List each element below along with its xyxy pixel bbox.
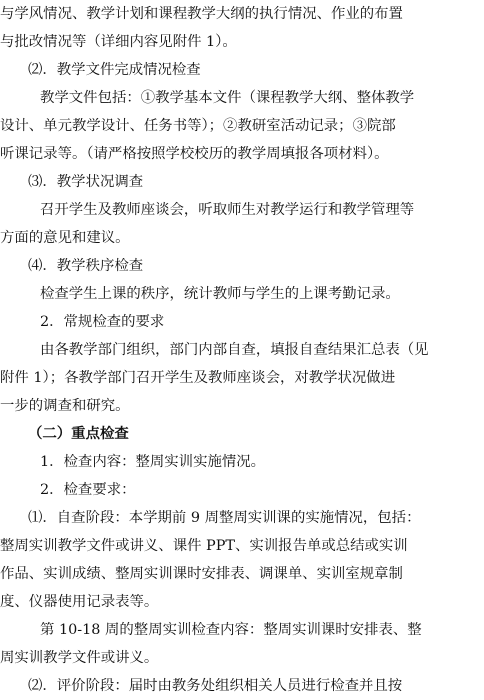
section-heading: （二）重点检查 [28, 426, 129, 442]
text-line: 听课记录等。（请严格按照学校校历的教学周填报各项材料）。 [0, 146, 389, 162]
text-line: 度、仪器使用记录表等。 [0, 594, 159, 610]
text-line: 方面的意见和建议。 [0, 230, 130, 246]
paragraph-start: 教学文件包括：①教学基本文件（课程教学大纲、整体教学 [40, 90, 415, 106]
paragraph-start: ⑵．评价阶段：届时由教务处组织相关人员进行检查并且按 [28, 678, 403, 694]
paragraph-start: 第 10-18 周的整周实训检查内容：整周实训课时安排表、整 [40, 622, 422, 638]
paragraph-start: 召开学生及教师座谈会，听取师生对教学运行和教学管理等 [40, 202, 415, 218]
paragraph-start: 由各教学部门组织，部门内部自查，填报自查结果汇总表（见 [40, 342, 429, 358]
subsection-heading: 2．常规检查的要求 [40, 314, 165, 330]
text-line: 与批改情况等（详细内容见附件 1）。 [0, 34, 237, 50]
subsection-heading: ⑵．教学文件完成情况检查 [28, 62, 201, 78]
paragraph-start: ⑴．自查阶段：本学期前 9 周整周实训课的实施情况，包括： [28, 510, 421, 526]
item-line: 2．检查要求： [40, 482, 136, 498]
text-line: 作品、实训成绩、整周实训课时安排表、调课单、实训室规章制 [0, 566, 403, 582]
text-line: 附件 1）；各教学部门召开学生及教师座谈会，对教学状况做进 [0, 370, 396, 386]
subsection-heading: ⑷．教学秩序检查 [28, 258, 144, 274]
subsection-heading: ⑶．教学状况调查 [28, 174, 144, 190]
text-line: 一步的调查和研究。 [0, 398, 130, 414]
text-line: 周实训教学文件或讲义。 [0, 650, 159, 666]
text-line: 整周实训教学文件或讲义、课件 PPT、实训报告单或总结或实训 [0, 538, 408, 554]
text-line: 与学风情况、教学计划和课程教学大纲的执行情况、作业的布置 [0, 6, 403, 22]
item-line: 1．检查内容：整周实训实施情况。 [40, 454, 266, 470]
paragraph-start: 检查学生上课的秩序，统计教师与学生的上课考勤记录。 [40, 286, 400, 302]
text-line: 设计、单元教学设计、任务书等）；②教研室活动记录；③院部 [0, 118, 396, 134]
